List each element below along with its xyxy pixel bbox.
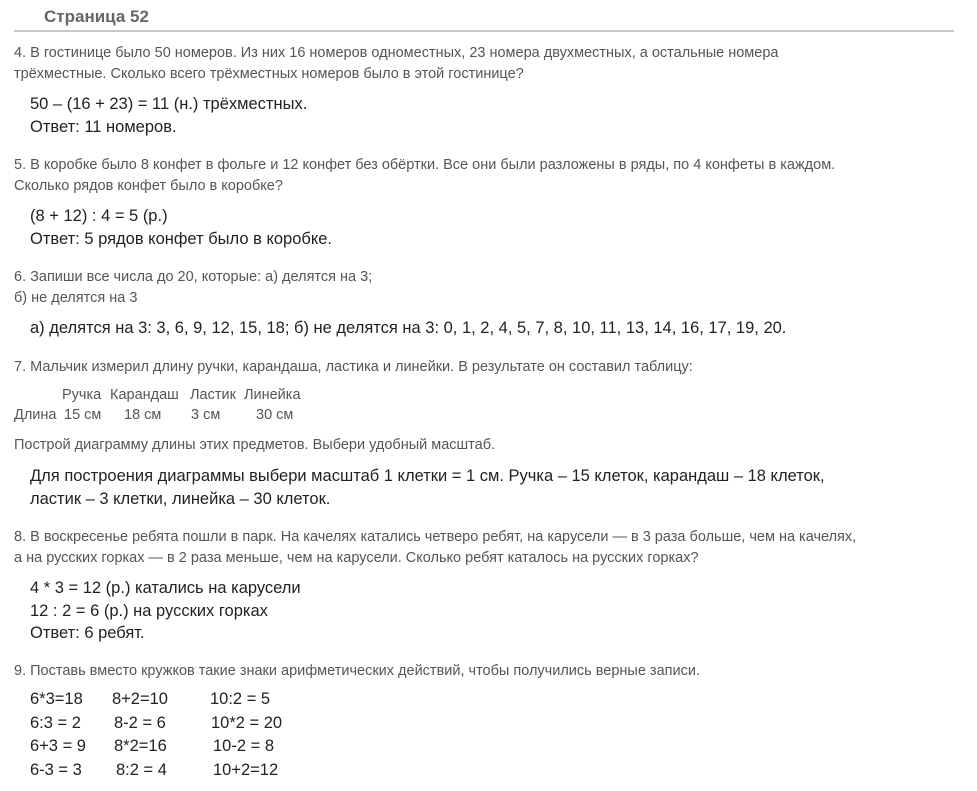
- task5-answer-line: Ответ: 5 рядов конфет было в коробке.: [30, 229, 332, 248]
- task5-question: [14, 155, 835, 197]
- table-header-cell: Ластик: [190, 387, 236, 403]
- table-header-cell: Линейка: [244, 387, 301, 403]
- task8-question-line: 8. В воскресенье ребята пошли в парк. На качелях катались четверо ребят, на карусели — в 3 раза больше, чем на качелях,: [14, 529, 857, 545]
- table-cell: 30 см: [256, 407, 294, 423]
- task8-question-line: а на русских горках — в 2 раза меньше, чем на карусели. Сколько ребят каталось на русских горках?: [14, 550, 699, 566]
- task7-answer: [30, 465, 825, 510]
- page-header: [14, 0, 954, 32]
- task7-answer-line: Для построения диаграммы выбери масштаб 1 клетки = 1 см. Ручка – 15 клеток, карандаш – 18 клеток,: [30, 467, 825, 485]
- task8-answer-line: 4 * 3 = 12 (р.) катались на карусели: [30, 579, 301, 597]
- task7-answer-line: ластик – 3 клетки, линейка – 30 клеток.: [30, 489, 331, 508]
- equation: 6*3=18: [30, 690, 83, 708]
- task7-instruction: Построй диаграмму длины этих предметов. Выбери удобный масштаб.: [14, 437, 496, 453]
- task5-answer: [30, 205, 332, 250]
- equation: 6:3 = 2: [30, 714, 81, 732]
- equation: 8+2=10: [112, 690, 168, 708]
- table-cell: 3 см: [191, 407, 221, 423]
- page-title: Страница 52: [44, 7, 149, 26]
- task8-answer: [30, 577, 301, 645]
- task5-question-line: 5. В коробке было 8 конфет в фольге и 12 конфет без обёртки. Все они были разложены в ряды, по 4 конфеты в каждом.: [14, 157, 836, 173]
- equation: 6+3 = 9: [30, 737, 86, 755]
- table-cell: 18 см: [124, 407, 162, 423]
- task4-answer-line: Ответ: 11 номеров.: [30, 117, 177, 136]
- equation: 8-2 = 6: [114, 714, 166, 732]
- task6-answer: [30, 317, 786, 340]
- task4-question-line: 4. В гостинице было 50 номеров. Из них 16 номеров одноместных, 23 номера двухместных, а остальные номера: [14, 45, 779, 61]
- task8-answer-line: 12 : 2 = 6 (р.) на русских горках: [30, 601, 268, 620]
- task7-question: 7. Мальчик измерил длину ручки, карандаша, ластика и линейки. В результате он составил таблицу:: [14, 359, 693, 375]
- equation: 10+2=12: [213, 761, 279, 779]
- task4-answer: [30, 93, 307, 138]
- table-cell: 15 см: [64, 407, 102, 423]
- equation: 6-3 = 3: [30, 761, 82, 779]
- equation: 10-2 = 8: [213, 737, 275, 755]
- table-header-cell: Ручка: [62, 387, 102, 403]
- equation: 8:2 = 4: [116, 761, 167, 779]
- equation: 10*2 = 20: [211, 714, 283, 732]
- task6-question-line: 6. Запиши все числа до 20, которые: а) делятся на 3;: [14, 269, 373, 285]
- task5-question-line: Сколько рядов конфет было в коробке?: [14, 178, 283, 194]
- equation: 8*2=16: [114, 737, 167, 755]
- task9-question: 9. Поставь вместо кружков такие знаки арифметических действий, чтобы получились верные записи.: [14, 663, 700, 679]
- task4-question-line: трёхместные. Сколько всего трёхместных номеров было в этой гостинице?: [14, 66, 524, 82]
- task5-answer-line: (8 + 12) : 4 = 5 (р.): [30, 207, 168, 225]
- equation: 10:2 = 5: [210, 690, 271, 708]
- task6-question: [14, 267, 372, 309]
- table-header-cell: Карандаш: [110, 387, 179, 403]
- table-row-label: Длина: [14, 407, 57, 423]
- task8-answer-line: Ответ: 6 ребят.: [30, 624, 145, 642]
- task4-answer-line: 50 – (16 + 23) = 11 (н.) трёхместных.: [30, 95, 308, 113]
- task8-question: [14, 527, 856, 569]
- task6-question-line: б) не делятся на 3: [14, 290, 138, 306]
- task4-question: [14, 43, 778, 85]
- task6-answer-line: а) делятся на 3: 3, 6, 9, 12, 15, 18; б) не делятся на 3: 0, 1, 2, 4, 5, 7, 8, 10, 11, 13, 14, 16, 17, 19, 20.: [30, 319, 787, 337]
